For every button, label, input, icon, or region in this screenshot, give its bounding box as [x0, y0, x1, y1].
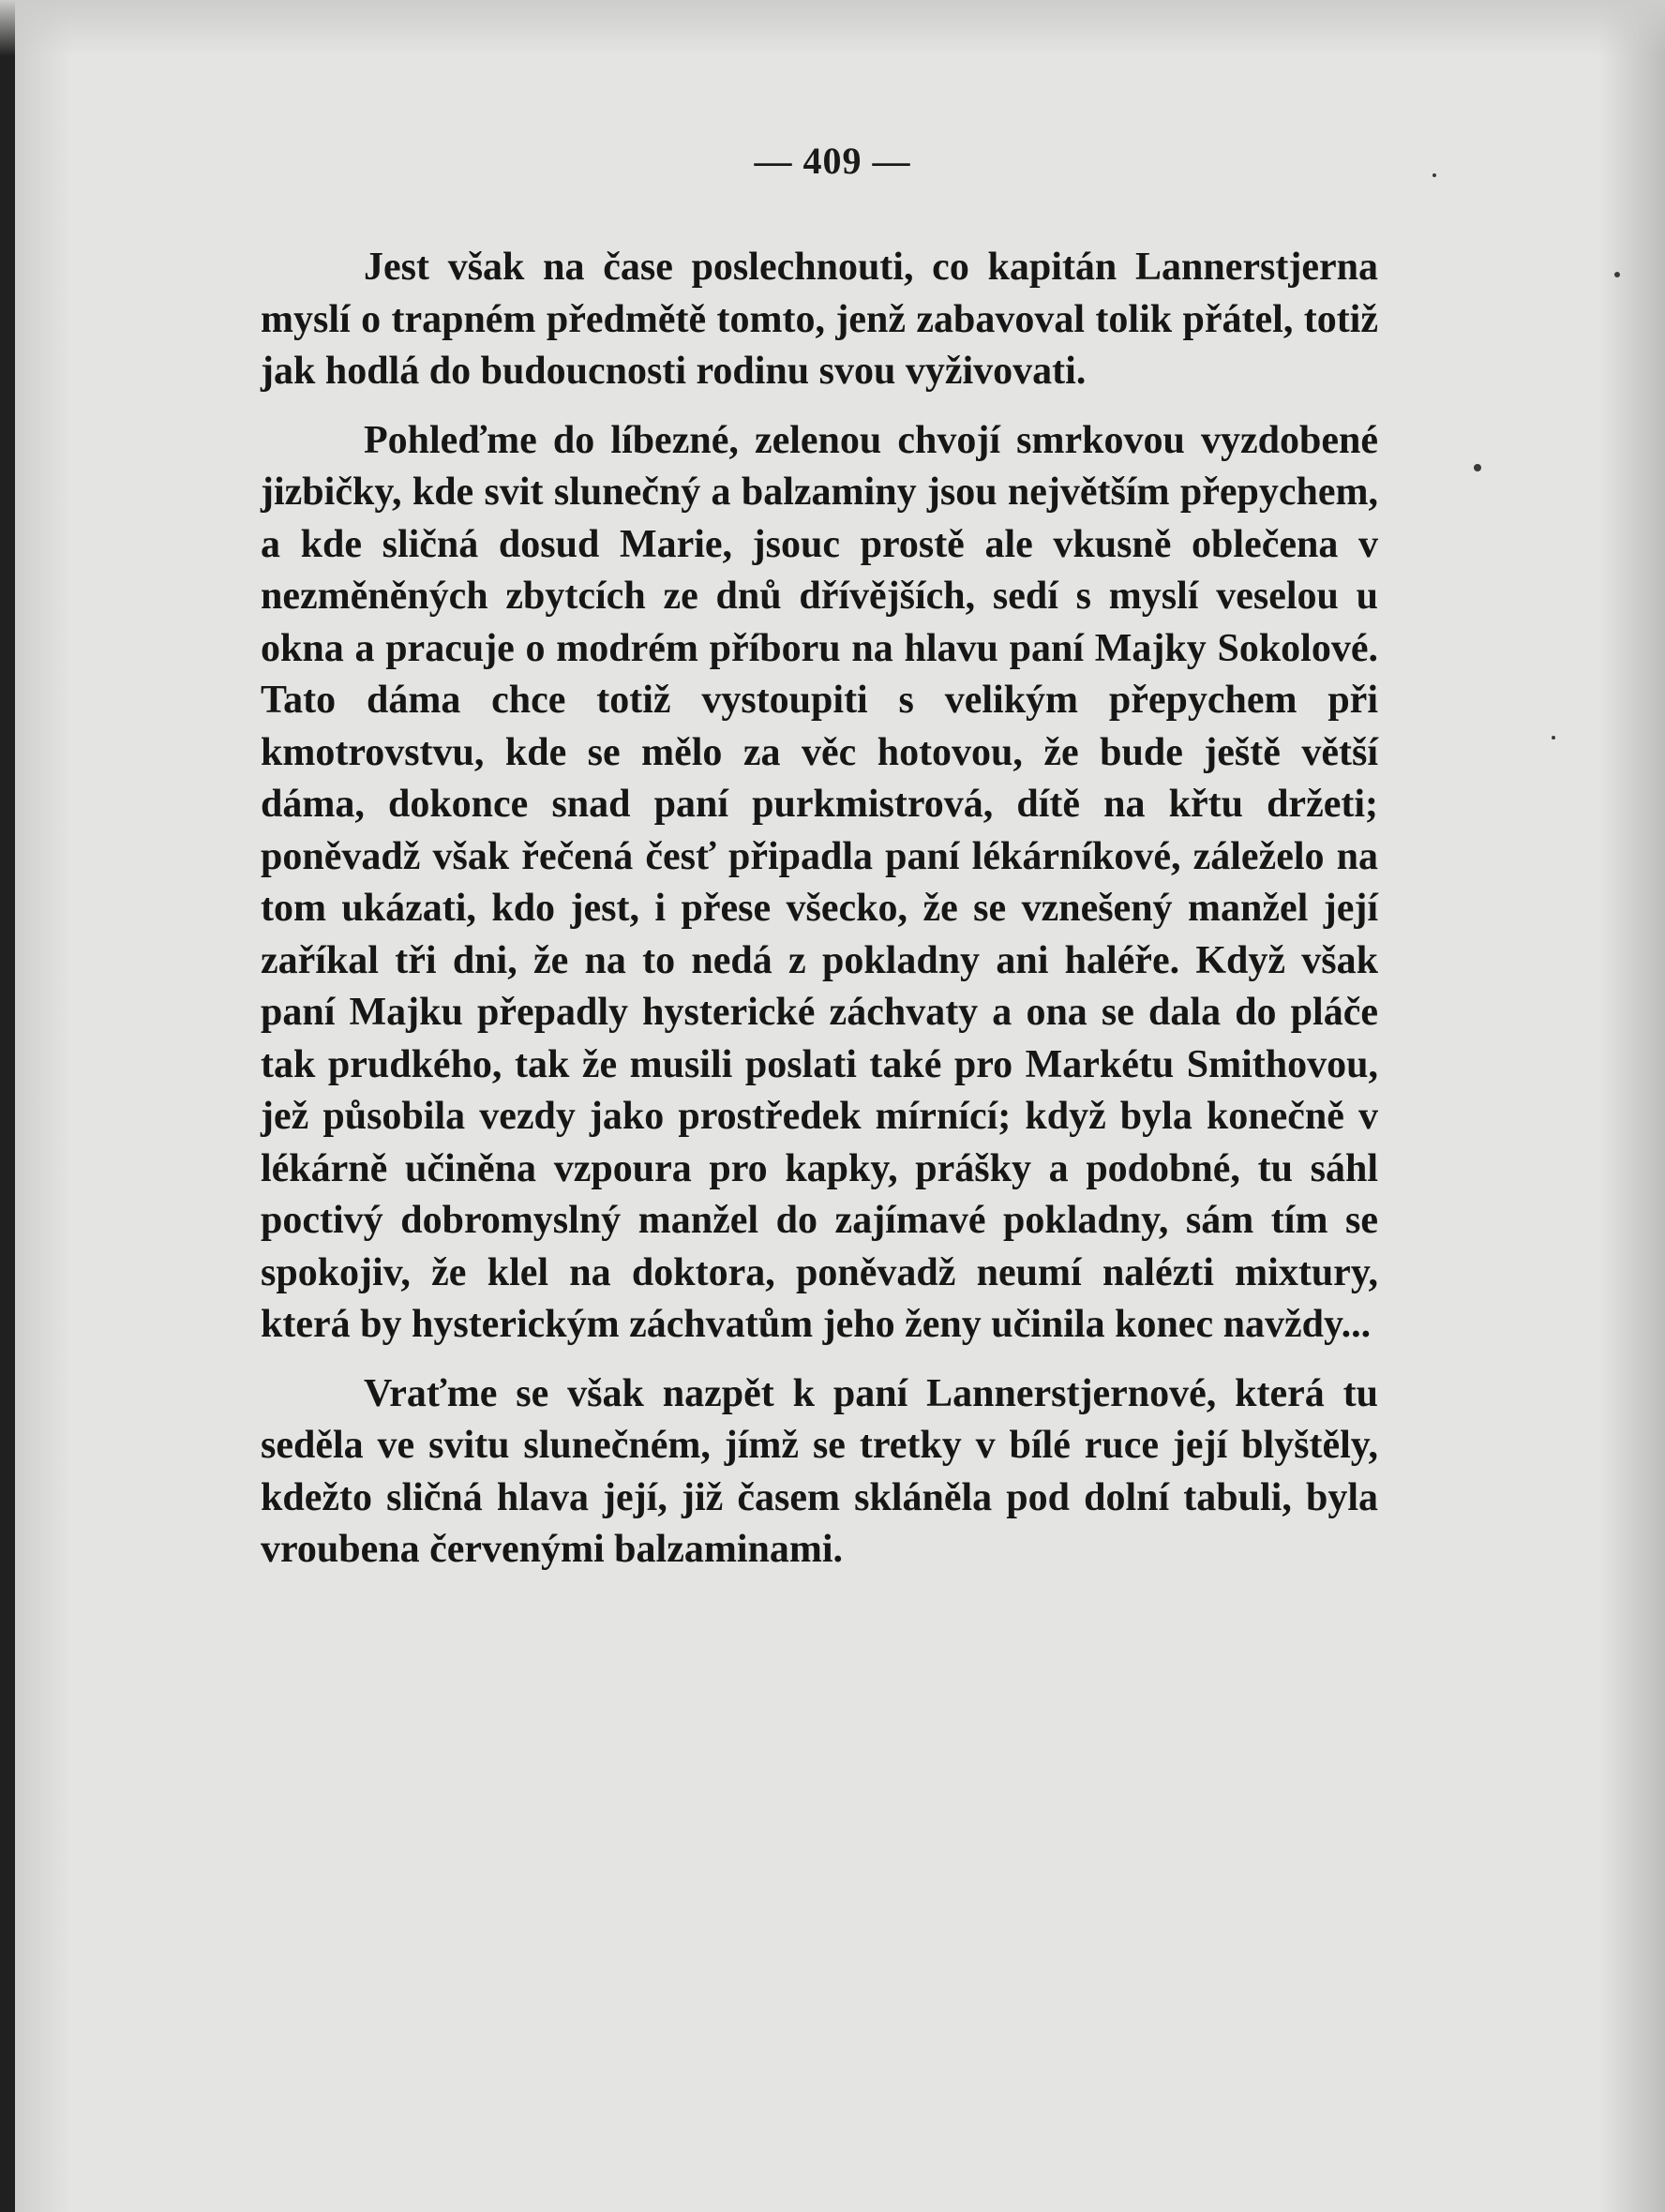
paper-speck	[1474, 464, 1481, 471]
page-number: — 409 —	[754, 140, 911, 182]
paragraph: Vraťme se však nazpět k paní Lannerstjernové, která tu seděla ve svitu slunečném, jímž se tretky v bílé ruce její blyštěly, kdežto sličná hlava její, již časem skláněla pod dolní tabuli, byla vroubena červenými balzaminami.	[261, 1371, 1378, 1571]
paragraph: Jest však na čase poslechnouti, co kapitán Lannerstjerna myslí o trapném předmětě tomto, jenž zabavoval tolik přátel, totiž jak hodlá do budoucnosti rodinu svou vyživovati.	[261, 246, 1378, 393]
page-binding-edge	[0, 0, 15, 2212]
body-text	[261, 242, 1378, 1593]
page-top-edge-shadow	[0, 0, 1665, 56]
paragraph: Pohleďme do líbezné, zelenou chvojí smrkovou vyzdobené jizbičky, kde svit slunečný a balzaminy jsou největším přepychem, a kde sličná dosud Marie, jsouc prostě ale vkusně oblečena v nezměněných zbytcích ze dnů dřívějších, sedí s myslí veselou u okna a pracuje o modrém příboru na hlavu paní Majky Sokolové. Tato dáma chce totiž vystoupiti s velikým přepychem při kmotrovstvu, kde se mělo za věc hotovou, že bude ještě větší dáma, dokonce snad paní purkmistrová, dítě na křtu držeti; poněvadž však řečená česť připadla paní lékárníkové, záleželo na tom ukázati, kdo jest, i přese všecko, že se vznešený manžel její zaříkal tři dni, že na to nedá z pokladny ani haléře. Když však paní Majku přepadly hysterické záchvaty a ona se dala do pláče tak prudkého, tak že musili poslati také pro Markétu Smithovou, jež působila vezdy jako prostředek mírnící; když byla konečně v lékárně učiněna vzpoura pro kapky, prášky a podobné, tu sáhl poctivý dobromyslný manžel do zajímavé pokladny, sám tím se spokojiv, že klel na doktora, poněvadž neumí nalézti mixtury, která by hysterickým záchvatům jeho ženy učinila konec navždy...	[261, 418, 1378, 1346]
page-gutter-shadow	[15, 0, 71, 2212]
paper-speck	[1614, 272, 1620, 277]
page-outer-edge-shadow	[1599, 0, 1665, 2212]
paper-speck	[1552, 736, 1555, 740]
